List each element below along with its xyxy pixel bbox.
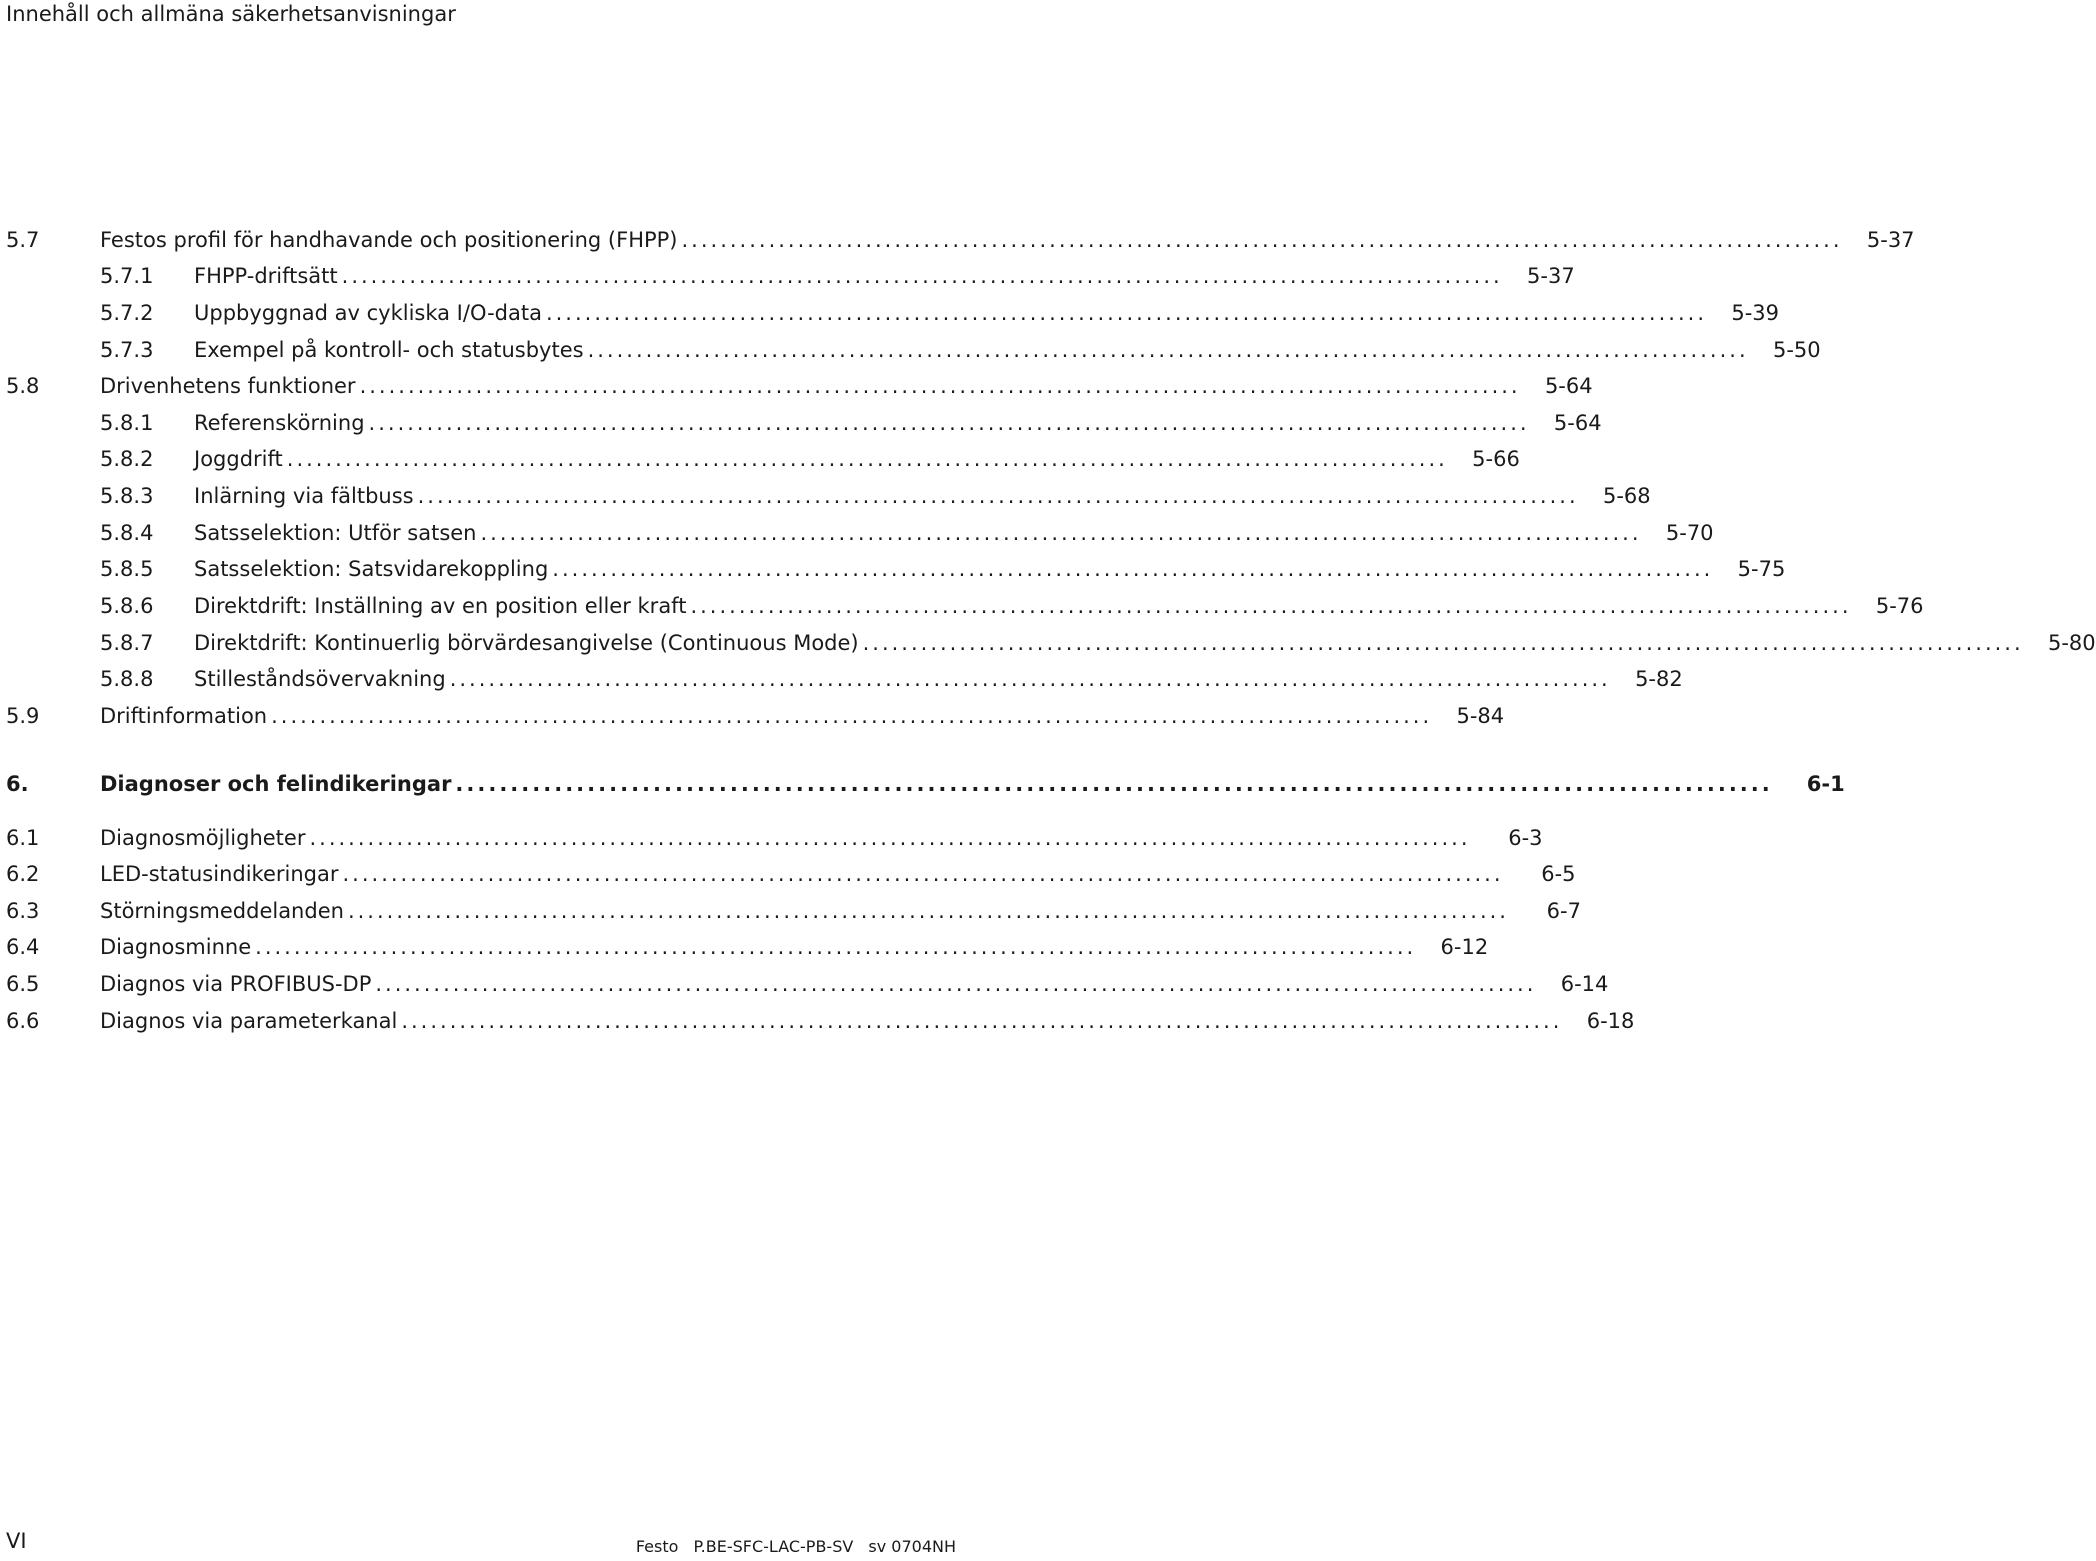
- toc-page-number: 5-82: [1635, 667, 1683, 691]
- toc-title: Joggdrift: [194, 444, 283, 474]
- toc-entry[interactable]: [0, 701, 1505, 731]
- toc-number: 5.8.8: [100, 667, 154, 691]
- toc-dot-leader: ........................................................................................................................: [341, 264, 1503, 288]
- toc-dot-leader: ........................................................................................................................: [587, 338, 1749, 362]
- toc-title: Diagnosminne: [100, 932, 251, 962]
- toc-page-number: 5-39: [1731, 301, 1779, 325]
- toc-dot-leader: ........................................................................................................................: [417, 484, 1579, 508]
- toc-dot-leader: ........................................................................................................................: [455, 772, 1773, 796]
- toc-entry[interactable]: [0, 261, 1575, 291]
- toc-entry[interactable]: [0, 823, 1543, 853]
- toc-number: 5.8.4: [100, 521, 154, 545]
- toc-number: 5.8.1: [100, 411, 154, 435]
- toc-number: 5.7.1: [100, 264, 154, 288]
- toc-entry[interactable]: [0, 225, 1915, 255]
- toc-dot-leader: ........................................................................................................................: [286, 447, 1448, 471]
- toc-title: Störningsmeddelanden: [100, 896, 344, 926]
- footer-page-number: VI: [6, 1529, 27, 1553]
- toc-number: 5.8.7: [100, 631, 154, 655]
- footer-document-info: [636, 1536, 956, 1558]
- toc-dot-leader: ........................................................................................................................: [552, 557, 1714, 581]
- toc-entry[interactable]: [0, 335, 1821, 365]
- toc-page-number: 5-84: [1456, 704, 1505, 728]
- toc-entry[interactable]: [0, 298, 1779, 328]
- toc-title: Diagnos via parameterkanal: [100, 1006, 397, 1036]
- toc-title: Diagnos via PROFIBUS-DP: [100, 969, 371, 999]
- toc-dot-leader: ........................................................................................................................: [449, 667, 1611, 691]
- toc-page-number: 5-66: [1472, 447, 1520, 471]
- toc-dot-leader: ........................................................................................................................: [480, 521, 1642, 545]
- toc-dot-leader: ........................................................................................................................: [368, 411, 1530, 435]
- toc-number: 6.: [6, 772, 29, 796]
- toc-title: Referenskörning: [194, 408, 365, 438]
- toc-number: 5.8: [6, 374, 40, 398]
- toc-page-number: 5-75: [1737, 557, 1786, 581]
- toc-number: 6.6: [6, 1009, 40, 1033]
- toc-number: 6.2: [6, 862, 40, 886]
- toc-page-number: 5-50: [1772, 338, 1821, 362]
- toc-entry[interactable]: [0, 769, 1845, 799]
- toc-dot-leader: ........................................................................................................................: [375, 972, 1537, 996]
- toc-number: 5.9: [6, 704, 40, 728]
- toc-title: Direktdrift: Inställning av en position eller kraft: [194, 591, 686, 621]
- toc-title: Satsselektion: Utför satsen: [194, 518, 477, 548]
- toc-number: 5.8.6: [100, 594, 154, 618]
- toc-entry[interactable]: [0, 1006, 1635, 1036]
- toc-page-number: 6-1: [1806, 772, 1845, 796]
- toc-page-number: 6-3: [1508, 826, 1543, 850]
- toc-dot-leader: ........................................................................................................................: [342, 862, 1504, 886]
- footer-doc-code: P.BE-SFC-LAC-PB-SV: [693, 1537, 854, 1556]
- toc-title: Diagnosmöjligheter: [100, 823, 305, 853]
- toc-entry[interactable]: [0, 969, 1609, 999]
- toc-page-number: 5-64: [1553, 411, 1602, 435]
- toc-number: 5.8.2: [100, 447, 154, 471]
- toc-title: Inlärning via fältbuss: [194, 481, 414, 511]
- toc-entry[interactable]: [0, 518, 1714, 548]
- toc-title: Exempel på kontroll- och statusbytes: [194, 335, 584, 365]
- toc-dot-leader: ........................................................................................................................: [347, 899, 1509, 923]
- toc-number: 5.7: [6, 228, 40, 252]
- toc-page-number: 6-7: [1546, 899, 1581, 923]
- toc-entry[interactable]: [0, 444, 1520, 474]
- toc-entry[interactable]: [0, 371, 1593, 401]
- toc-number: 6.5: [6, 972, 40, 996]
- toc-title: FHPP-driftsätt: [194, 261, 338, 291]
- toc-number: 5.8.3: [100, 484, 154, 508]
- toc-entry[interactable]: [0, 859, 1576, 889]
- toc-page-number: 6-12: [1440, 935, 1489, 959]
- toc-title: Driftinformation: [100, 701, 267, 731]
- toc-entry[interactable]: [0, 628, 2096, 658]
- toc-dot-leader: ........................................................................................................................: [309, 826, 1471, 850]
- toc-title: Satsselektion: Satsvidarekoppling: [194, 554, 548, 584]
- toc-page-number: 5-80: [2047, 631, 2096, 655]
- toc-number: 6.4: [6, 935, 40, 959]
- toc-page-number: 6-14: [1560, 972, 1609, 996]
- toc-page-number: 5-76: [1875, 594, 1924, 618]
- toc-page-number: 6-5: [1541, 862, 1576, 886]
- toc-entry[interactable]: [0, 591, 1924, 621]
- toc-page-number: 5-64: [1544, 374, 1593, 398]
- toc-number: 5.7.3: [100, 338, 154, 362]
- toc-page-number: 5-68: [1602, 484, 1651, 508]
- toc-page-number: 6-18: [1586, 1009, 1635, 1033]
- toc-dot-leader: ........................................................................................................................: [255, 935, 1417, 959]
- toc-page-number: 5-70: [1665, 521, 1714, 545]
- toc-dot-leader: ........................................................................................................................: [862, 631, 2024, 655]
- footer-publisher: Festo: [635, 1537, 679, 1556]
- toc-entry[interactable]: [0, 932, 1489, 962]
- toc-entry[interactable]: [0, 664, 1683, 694]
- toc-entry[interactable]: [0, 896, 1581, 926]
- toc-number: 5.8.5: [100, 557, 154, 581]
- toc-dot-leader: ........................................................................................................................: [401, 1009, 1563, 1033]
- toc-title: Diagnoser och felindikeringar: [100, 769, 451, 799]
- running-header: Innehåll och allmäna säkerhetsanvisningar: [6, 2, 456, 26]
- toc-title: LED-statusindikeringar: [100, 859, 339, 889]
- toc-page-number: 5-37: [1527, 264, 1575, 288]
- toc-title: Festos profil för handhavande och positionering (FHPP): [100, 225, 678, 255]
- toc-title: Direktdrift: Kontinuerlig börvärdesangivelse (Continuous Mode): [194, 628, 859, 658]
- toc-dot-leader: ........................................................................................................................: [359, 374, 1521, 398]
- toc-number: 6.3: [6, 899, 40, 923]
- toc-dot-leader: ........................................................................................................................: [271, 704, 1433, 728]
- toc-title: Stilleståndsövervakning: [194, 664, 446, 694]
- toc-title: Drivenhetens funktioner: [100, 371, 356, 401]
- toc-page-number: 5-37: [1866, 228, 1915, 252]
- toc-entry[interactable]: [0, 408, 1602, 438]
- toc-dot-leader: ........................................................................................................................: [681, 228, 1843, 252]
- toc-dot-leader: ........................................................................................................................: [545, 301, 1707, 325]
- toc-number: 5.7.2: [100, 301, 154, 325]
- toc-entry[interactable]: [0, 481, 1651, 511]
- footer-version: sv 0704NH: [868, 1537, 956, 1556]
- toc-number: 6.1: [6, 826, 40, 850]
- toc-dot-leader: ........................................................................................................................: [690, 594, 1852, 618]
- toc-title: Uppbyggnad av cykliska I/O-data: [194, 298, 542, 328]
- toc-entry[interactable]: [0, 554, 1786, 584]
